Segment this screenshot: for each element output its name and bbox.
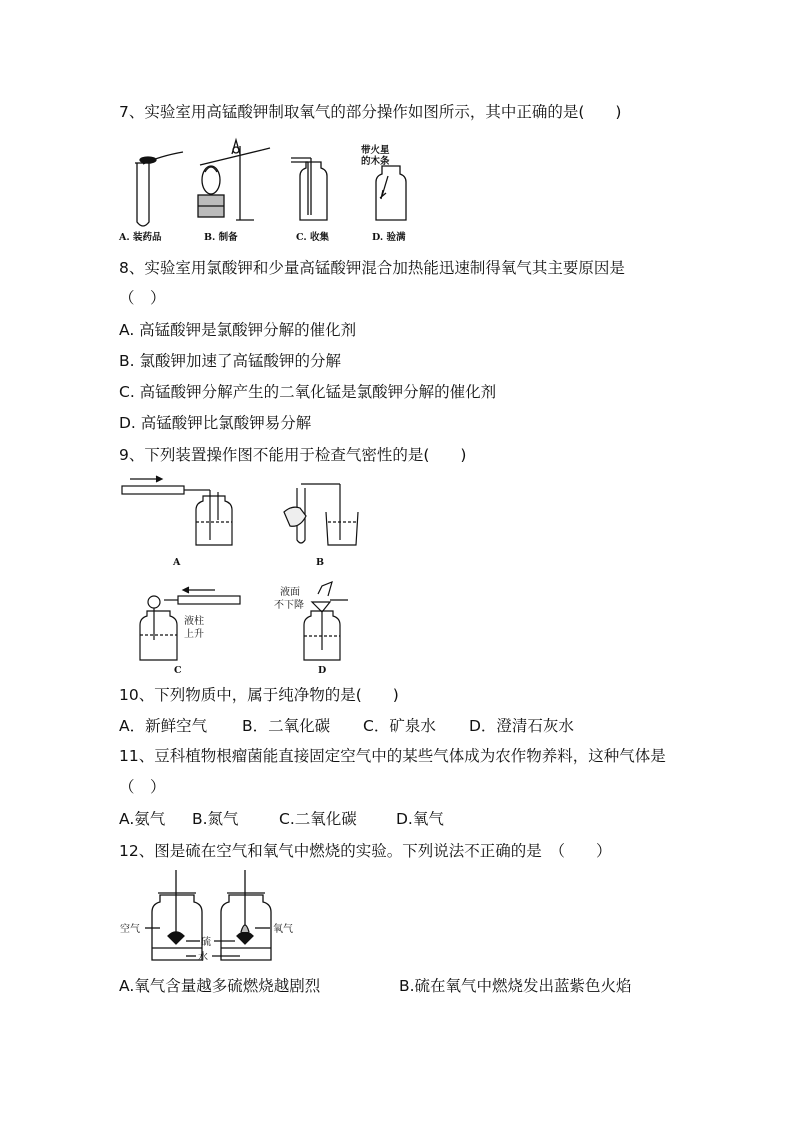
q7-caption-a: A. 装药品 <box>119 232 162 243</box>
q12-option-b: B.硫在氧气中燃烧发出蓝紫色火焰 <box>399 977 632 995</box>
q11-option-c: C.二氧化碳 <box>279 810 357 828</box>
q11-option-b: B.氮气 <box>192 810 239 828</box>
q10-stem: 10、下列物质中，属于纯净物的是( ) <box>119 686 399 704</box>
q9-d-label-2: 不下降 <box>274 600 304 611</box>
q7-stem: 7、实验室用高锰酸钾制取氧气的部分操作如图所示，其中正确的是( ) <box>119 103 622 121</box>
q9-caption-c: C <box>174 665 182 676</box>
q7-splint-label-1: 带火星 <box>361 145 390 156</box>
oxygen-jar-icon <box>221 870 271 960</box>
q8-stem: 8、实验室用氯酸钾和少量高锰酸钾混合加热能迅速制得氧气其主要原因是 <box>119 259 625 277</box>
q12-label-sulfur: 硫 <box>201 937 211 948</box>
q11-option-a: A.氨气 <box>119 810 166 828</box>
q9-caption-b: B <box>316 557 325 568</box>
q8-option-d: D. 高锰酸钾比氯酸钾易分解 <box>119 414 312 432</box>
q9-stem: 9、下列装置操作图不能用于检查气密性的是( ) <box>119 446 467 464</box>
q8-option-c: C. 高锰酸钾分解产生的二氧化锰是氯酸钾分解的催化剂 <box>119 383 497 401</box>
q7-caption-d: D. 验满 <box>372 232 406 243</box>
q12-label-air: 空气 <box>120 924 140 935</box>
q9-c-label-2: 上升 <box>184 629 204 640</box>
q11-paren: （ ） <box>119 778 166 796</box>
q10-option-c: C．矿泉水 <box>363 717 436 735</box>
q7-caption-c: C. 收集 <box>296 232 330 243</box>
q11-stem: 11、豆科植物根瘤菌能直接固定空气中的某些气体成为农作物养料，这种气体是 <box>119 747 666 765</box>
q11-option-d: D.氧气 <box>396 810 444 828</box>
q12-label-water: 水 <box>198 952 208 963</box>
air-jar-icon <box>152 870 202 960</box>
q7-splint-label-2: 的木条 <box>361 156 390 167</box>
q7-caption-b: B. 制备 <box>204 232 238 243</box>
q10-option-d: D．澄清石灰水 <box>469 717 574 735</box>
q10-option-b: B．二氧化碳 <box>242 717 331 735</box>
q12-stem: 12、图是硫在空气和氧气中燃烧的实验。下列说法不正确的是 （ ） <box>119 842 612 860</box>
q9-d-label-1: 液面 <box>280 587 300 598</box>
q9-caption-a: A <box>173 557 181 568</box>
q12-option-a: A.氧气含量越多硫燃烧越剧烈 <box>119 977 321 995</box>
q12-label-oxygen: 氧气 <box>273 924 293 935</box>
q8-paren: （ ） <box>119 289 166 307</box>
q8-option-b: B. 氯酸钾加速了高锰酸钾的分解 <box>119 352 341 370</box>
q10-option-a: A．新鲜空气 <box>119 717 208 735</box>
q9-c-label-1: 液柱 <box>184 616 204 627</box>
q9-caption-d: D <box>318 665 327 676</box>
q8-option-a: A. 高锰酸钾是氯酸钾分解的催化剂 <box>119 321 357 339</box>
